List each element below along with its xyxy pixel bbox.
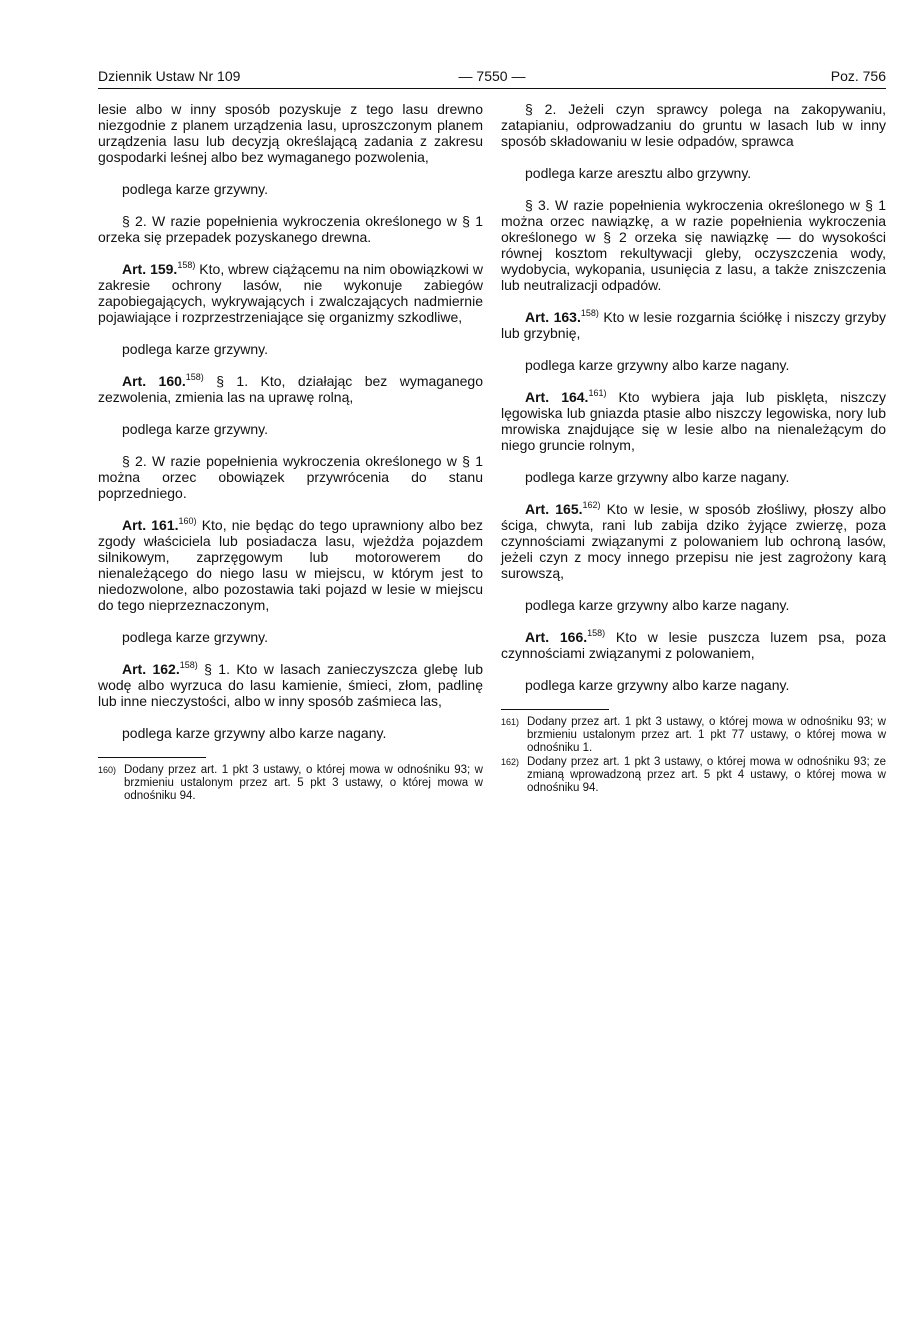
- article-161: [98, 517, 483, 613]
- footnote-ref: 162): [582, 500, 601, 510]
- penalty-clause: podlega karze grzywny albo karze nagany.: [525, 357, 790, 373]
- article-label: Art. 165.: [525, 501, 583, 517]
- penalty-clause: podlega karze grzywny albo karze nagany.: [525, 597, 790, 613]
- article-166: [501, 629, 886, 661]
- footnote: [501, 716, 886, 755]
- footnote-rule: [98, 757, 206, 758]
- article-text: Kto w lesie rozgarnia ściółkę i niszczy grzyby lub grzybnię,: [501, 309, 887, 341]
- article-label: Art. 164.: [525, 389, 589, 405]
- footnote-ref: 158): [179, 660, 198, 670]
- paragraph: § 2. W razie popełnienia wykroczenia określonego w § 1 orzeka się przepadek pozyskanego drewna.: [98, 213, 483, 245]
- penalty-clause: podlega karze grzywny albo karze nagany.: [525, 469, 790, 485]
- paragraph: § 3. W razie popełnienia wykroczenia określonego w § 1 można orzec nawiązkę, a w razie popełnienia wykroczenia określonego w § 2 orzeka się nawiązkę — do wysokości równej kosztom rekultywacji gleby, oczyszczenia wody, wydobycia, wykopania, usunięcia z lasu, a także zniszczenia lub neutralizacji odpadów.: [501, 197, 886, 293]
- penalty-clause: podlega karze aresztu albo grzywny.: [525, 165, 752, 181]
- article-text: § 1. Kto, działając bez wymaganego zezwolenia, zmienia las na uprawę rolną,: [98, 373, 483, 405]
- footnote-ref: 160): [178, 516, 197, 526]
- footnote: [501, 756, 886, 795]
- journal-title: Dziennik Ustaw Nr 109: [98, 68, 241, 84]
- paragraph: § 2. Jeżeli czyn sprawcy polega na zakopywaniu, zatapianiu, odprowadzaniu do gruntu w lasach lub w inny sposób składowaniu w lesie odpadów, sprawca: [501, 101, 886, 149]
- article-165: [501, 501, 886, 581]
- footnote-text: Dodany przez art. 1 pkt 3 ustawy, o której mowa w odnośniku 93; w brzmieniu ustalonym przez art. 5 pkt 3 ustawy, o której mowa w odnośniku 94.: [124, 764, 483, 802]
- article-label: Art. 166.: [525, 629, 588, 645]
- footnote-ref: 161): [588, 388, 607, 398]
- page-header: [98, 67, 886, 87]
- article-label: Art. 161.: [122, 517, 179, 533]
- page-number: — 7550 —: [458, 68, 526, 84]
- penalty-clause: podlega karze grzywny.: [122, 341, 269, 357]
- article-159: [98, 261, 483, 325]
- footnote-number: 161): [501, 717, 520, 727]
- article-label: Art. 162.: [122, 661, 180, 677]
- footnote-text: Dodany przez art. 1 pkt 3 ustawy, o której mowa w odnośniku 93; ze zmianą wprowadzoną przez art. 5 pkt 4 ustawy, o której mowa w odnośniku 94.: [527, 756, 886, 794]
- article-label: Art. 163.: [525, 309, 581, 325]
- article-162: [98, 661, 483, 709]
- penalty-clause: podlega karze grzywny.: [122, 629, 269, 645]
- footnote-ref: 158): [185, 372, 204, 382]
- left-column: [98, 101, 483, 804]
- article-label: Art. 160.: [122, 373, 186, 389]
- footnote-ref: 158): [587, 628, 606, 638]
- footnote-ref: 158): [580, 308, 599, 318]
- article-text: Kto, nie będąc do tego uprawniony albo bez zgody właściciela lub posiadacza lasu, wjeżdża pojazdem silnikowym, zaprzęgowym lub motorowerem do nienależącego do niego lasu w miejscu, w którym jest to niedozwolone, albo pozostawia taki pojazd w lesie w miejscu do tego nieprzeznaczonym,: [98, 517, 484, 613]
- article-text: Kto wybiera jaja lub pisklęta, niszczy lęgowiska lub gniazda ptasie albo niszczy legowiska, nory lub mrowiska znajdujące się w lesie albo na nienależącym do niego gruncie rolnym,: [501, 389, 886, 453]
- footnote: [98, 764, 483, 803]
- penalty-clause: podlega karze grzywny albo karze nagany.: [525, 677, 790, 693]
- article-text: Kto, wbrew ciążącemu na nim obowiązkowi w zakresie ochrony lasów, nie wykonuje zabiegów zapobiegających, wykrywających i zwalczających nadmiernie pojawiające i rozprzestrzeniające się organizmy szkodliwe,: [98, 261, 483, 325]
- footnote-number: 160): [98, 765, 117, 775]
- footnote-rule: [501, 709, 609, 710]
- article-label: Art. 159.: [122, 261, 178, 277]
- article-text: § 1. Kto w lasach zanieczyszcza glebę lub wodę albo wyrzuca do lasu kamienie, śmieci, złom, padlinę lub inne nieczystości, albo w inny sposób zaśmieca las,: [98, 661, 483, 709]
- paragraph: § 2. W razie popełnienia wykroczenia określonego w § 1 można orzec obowiązek przywrócenia do stanu poprzedniego.: [98, 453, 483, 501]
- penalty-clause: podlega karze grzywny albo karze nagany.: [122, 725, 387, 741]
- footnote-text: Dodany przez art. 1 pkt 3 ustawy, o której mowa w odnośniku 93; w brzmieniu ustalonym przez art. 1 pkt 77 ustawy, o której mowa w odnośniku 1.: [527, 716, 886, 754]
- article-text: Kto w lesie puszcza luzem psa, poza czynnościami związanymi z polowaniem,: [501, 629, 887, 661]
- position-number: Poz. 756: [830, 68, 886, 84]
- article-164: [501, 389, 886, 453]
- header-rule: [98, 88, 886, 89]
- penalty-clause: podlega karze grzywny.: [122, 421, 269, 437]
- footnote-number: 162): [501, 757, 520, 767]
- article-160: [98, 373, 483, 405]
- footnote-ref: 158): [177, 260, 196, 270]
- paragraph: lesie albo w inny sposób pozyskuje z tego lasu drewno niezgodnie z planem urządzenia lasu, uproszczonym planem urządzenia lasu lub decyzją określającą zadania z zakresu gospodarki leśnej albo bez wymaganego pozwolenia,: [98, 101, 483, 165]
- penalty-clause: podlega karze grzywny.: [122, 181, 269, 197]
- article-163: [501, 309, 886, 341]
- article-text: Kto w lesie, w sposób złośliwy, płoszy albo ściga, chwyta, rani lub zabija dziko żyjące zwierzę, poza czynnościami związanymi z polowaniem lub ochroną lasów, jeżeli czyn z mocy innego przepisu nie jest zagrożony karą surowszą,: [501, 501, 886, 581]
- right-column: [501, 101, 886, 796]
